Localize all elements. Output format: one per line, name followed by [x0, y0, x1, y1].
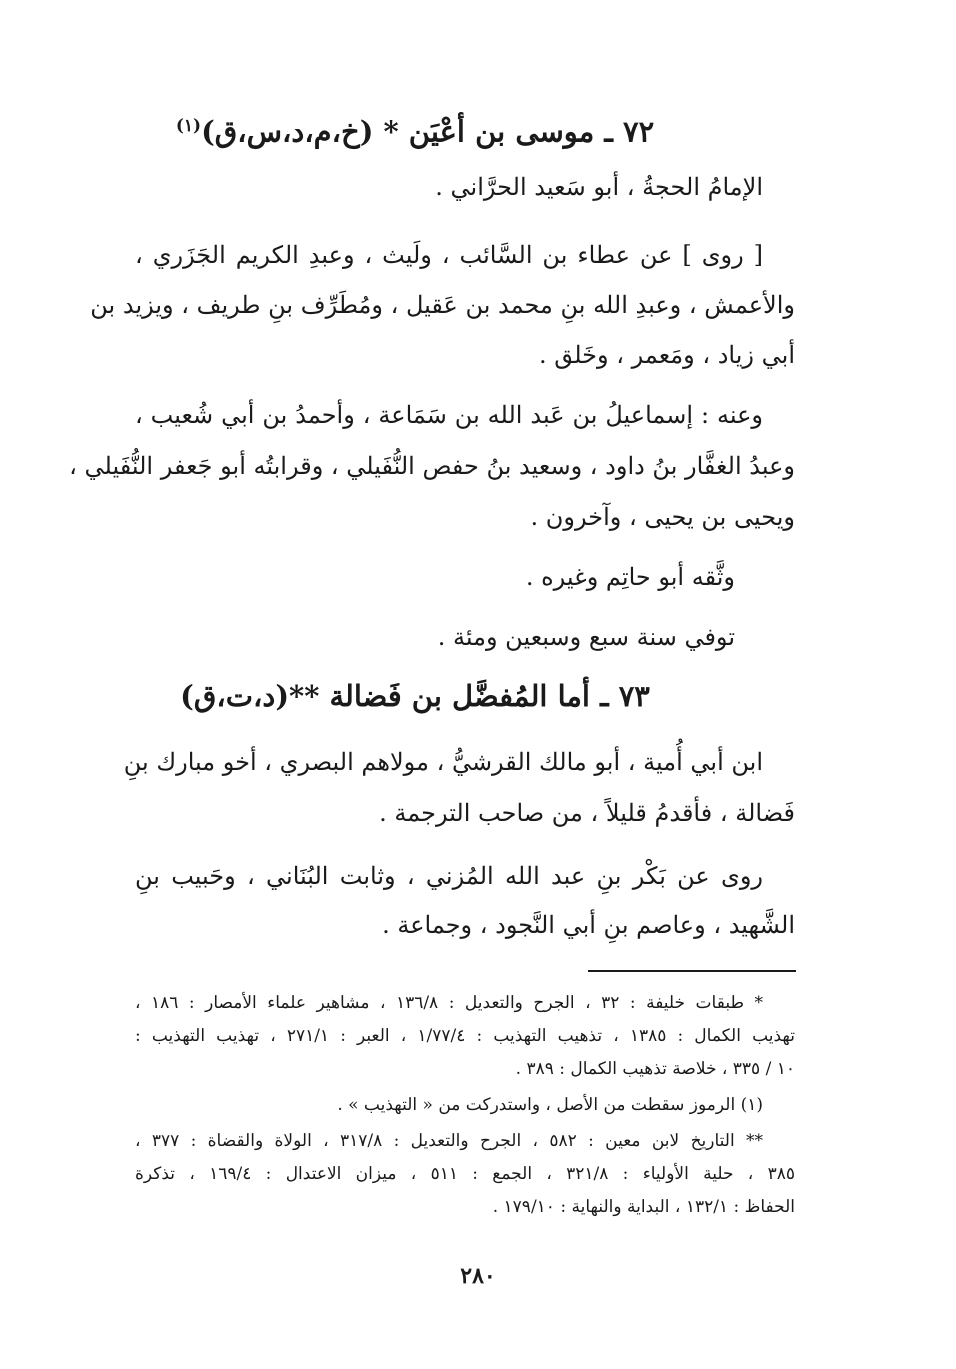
entry-73-line-1: ابن أبي أُمية ، أبو مالك القرشيُّ ، مولاهم البصري ، أخو مبارك بنِ [123, 748, 763, 776]
entry-72-line-4: أبي زياد ، ومَعمر ، وخَلق . [538, 341, 795, 369]
entry-72-heading [135, 106, 695, 152]
entry-73-line-3: روى عن بَكْر بنِ عبد الله المُزني ، وثابت البُنَاني ، وحَبيب بنِ [135, 862, 763, 890]
entry-72-heading-text: ٧٢ ـ موسى بن أعْيَن * (خ،م،د،س،ق) [201, 114, 655, 149]
entry-73-line-2: فَضالة ، فأقدمُ قليلاً ، من صاحب الترجمة . [379, 799, 795, 827]
footnote-line-4: (١) الرموز سقطت من الأصل ، واستدركت من « التهذيب » . [337, 1095, 763, 1115]
entry-73-heading: ٧٣ ـ أما المُفضَّل بن فَضالة **(د،ت،ق) [180, 679, 650, 713]
footnote-line-6: ٣٨٥ ، حلية الأولياء : ٣٢١/٨ ، الجمع : ٥١١ ، ميزان الاعتدال : ١٦٩/٤ ، تذكرة [135, 1164, 795, 1184]
footnote-line-5: ** التاريخ لابن معين : ٥٨٢ ، الجرح والتعديل : ٣١٧/٨ ، الولاة والقضاة : ٣٧٧ ، [135, 1131, 764, 1151]
entry-72-line-7: ويحيى بن يحيى ، وآخرون . [530, 503, 795, 531]
entry-72-line-6: وعبدُ الغفَّار بنُ داود ، وسعيد بنُ حفص النُّفَيلي ، وقرابتُه أبو جَعفر النُّفَيلي ، [69, 452, 795, 480]
entry-73-line-4: الشَّهيد ، وعاصم بنِ أبي النَّجود ، وجماعة . [382, 911, 795, 939]
footnote-line-1: * طبقات خليفة : ٣٢ ، الجرح والتعديل : ١٣٦/٨ ، مشاهير علماء الأمصار : ١٨٦ ، [135, 993, 763, 1013]
entry-72-line-8: وثَّقه أبو حاتِم وغيره . [525, 563, 735, 591]
footnote-line-3: ١٠ / ٣٣٥ ، خلاصة تذهيب الكمال : ٣٨٩ . [515, 1059, 795, 1079]
footnote-ref-1: (١) [175, 116, 202, 136]
page-number: ٢٨٠ [460, 1263, 496, 1289]
entry-72-line-9: توفي سنة سبع وسبعين ومئة . [437, 623, 735, 651]
footnote-line-2: تهذيب الكمال : ١٣٨٥ ، تذهيب التهذيب : ١/٧٧/٤ ، العبر : ٢٧١/١ ، تهذيب التهذيب : [135, 1026, 795, 1046]
entry-72-line-2: [ روى ] عن عطاء بن السَّائب ، ولَيث ، وعبدِ الكريم الجَزَري ، [135, 241, 763, 269]
footnote-separator [588, 970, 796, 972]
entry-72-line-5: وعنه : إسماعيلُ بن عَبد الله بن سَمَاعة ، وأحمدُ بن أبي شُعيب ، [135, 401, 763, 429]
entry-72-line-3: والأعمش ، وعبدِ الله بنِ محمد بن عَقيل ، ومُطَرِّف بنِ طريف ، ويزيد بن [90, 291, 795, 319]
footnote-line-7: الحفاظ : ١٣٢/١ ، البداية والنهاية : ١٧٩/١٠ . [492, 1197, 795, 1217]
entry-72-line-1: الإمامُ الحجةُ ، أبو سَعيد الحرَّاني . [435, 173, 763, 201]
